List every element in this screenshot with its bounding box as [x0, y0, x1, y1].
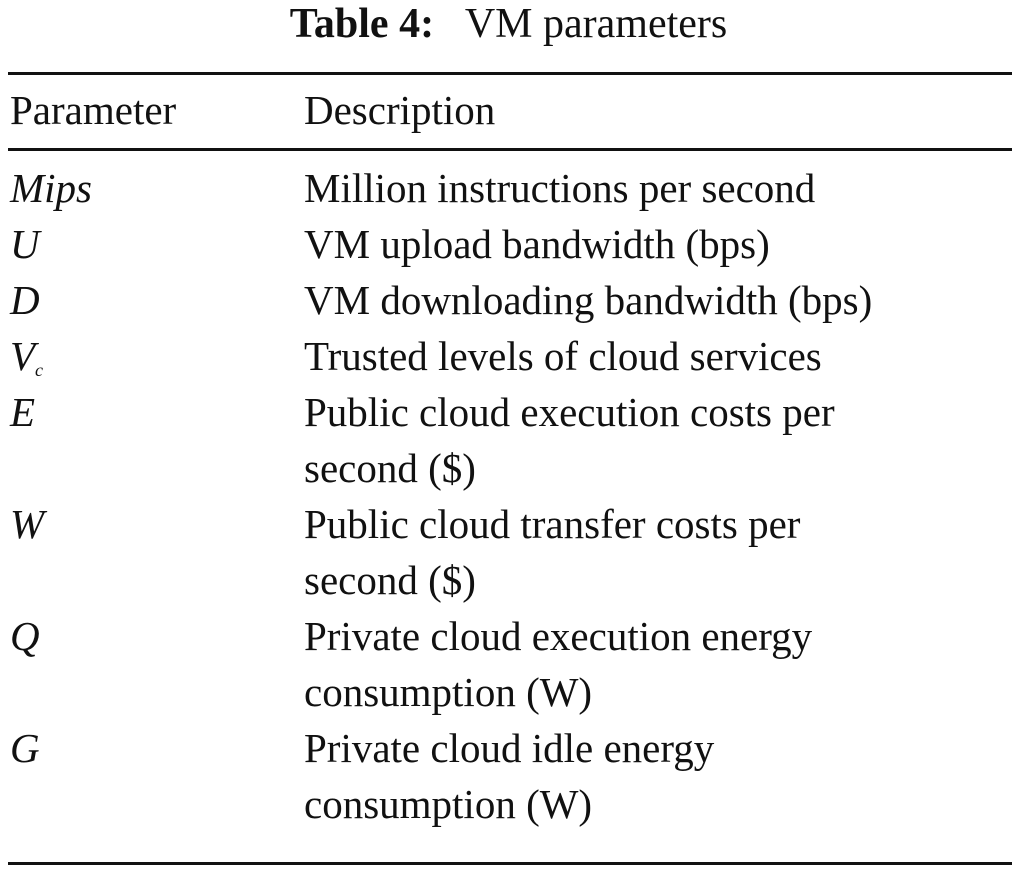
- table-top-rule: [8, 72, 1012, 75]
- description-line: second ($): [304, 557, 476, 603]
- caption-spacer: [445, 1, 456, 47]
- description-line: Trusted levels of cloud services: [304, 333, 822, 379]
- parameter-description: [304, 160, 994, 216]
- description-line: VM downloading bandwidth (bps): [304, 277, 873, 323]
- parameter-symbol-text: W: [10, 501, 45, 547]
- parameter-symbol-text: D: [10, 277, 40, 323]
- table-caption: [0, 0, 1017, 48]
- description-line: second ($): [304, 445, 476, 491]
- table-row: [0, 720, 1017, 832]
- parameter-description: [304, 328, 994, 384]
- table-header-rule: [8, 148, 1012, 151]
- table-row: [0, 608, 1017, 720]
- description-line: consumption (W): [304, 781, 593, 827]
- caption-title: VM parameters: [464, 1, 728, 47]
- parameter-description: [304, 496, 994, 608]
- header-parameter: Parameter: [10, 87, 177, 133]
- parameter-symbol-text: Mips: [10, 165, 92, 211]
- parameter-symbol-text: E: [10, 389, 36, 435]
- table-row: [0, 496, 1017, 608]
- parameter-symbol-text: Q: [10, 613, 40, 659]
- description-line: Public cloud transfer costs per: [304, 501, 801, 547]
- parameter-description: [304, 384, 994, 496]
- parameter-description: [304, 216, 994, 272]
- table-row: [0, 328, 1017, 384]
- description-line: Million instructions per second: [304, 165, 816, 211]
- parameter-description: [304, 272, 994, 328]
- parameter-description: [304, 608, 994, 720]
- description-line: Private cloud idle energy: [304, 725, 715, 771]
- parameter-symbol-text: U: [10, 221, 40, 267]
- table-body: [0, 160, 1017, 832]
- parameter-symbol: [10, 384, 300, 454]
- description-line: consumption (W): [304, 669, 593, 715]
- table-header-row: [0, 84, 1017, 136]
- table-bottom-rule: [8, 862, 1012, 865]
- parameter-symbol: [10, 496, 300, 566]
- caption-label: Table 4:: [289, 1, 435, 47]
- description-line: VM upload bandwidth (bps): [304, 221, 770, 267]
- table-row: [0, 160, 1017, 216]
- description-line: Public cloud execution costs per: [304, 389, 835, 435]
- parameter-symbol-text: G: [10, 725, 40, 771]
- parameter-symbol-text: V: [10, 333, 36, 379]
- parameter-symbol: [10, 720, 300, 790]
- table-row: [0, 384, 1017, 496]
- table-row: [0, 272, 1017, 328]
- parameter-symbol: [10, 608, 300, 678]
- parameter-subscript: c: [35, 360, 44, 380]
- table-row: [0, 216, 1017, 272]
- parameter-description: [304, 720, 994, 832]
- description-line: Private cloud execution energy: [304, 613, 813, 659]
- header-description: Description: [304, 87, 496, 133]
